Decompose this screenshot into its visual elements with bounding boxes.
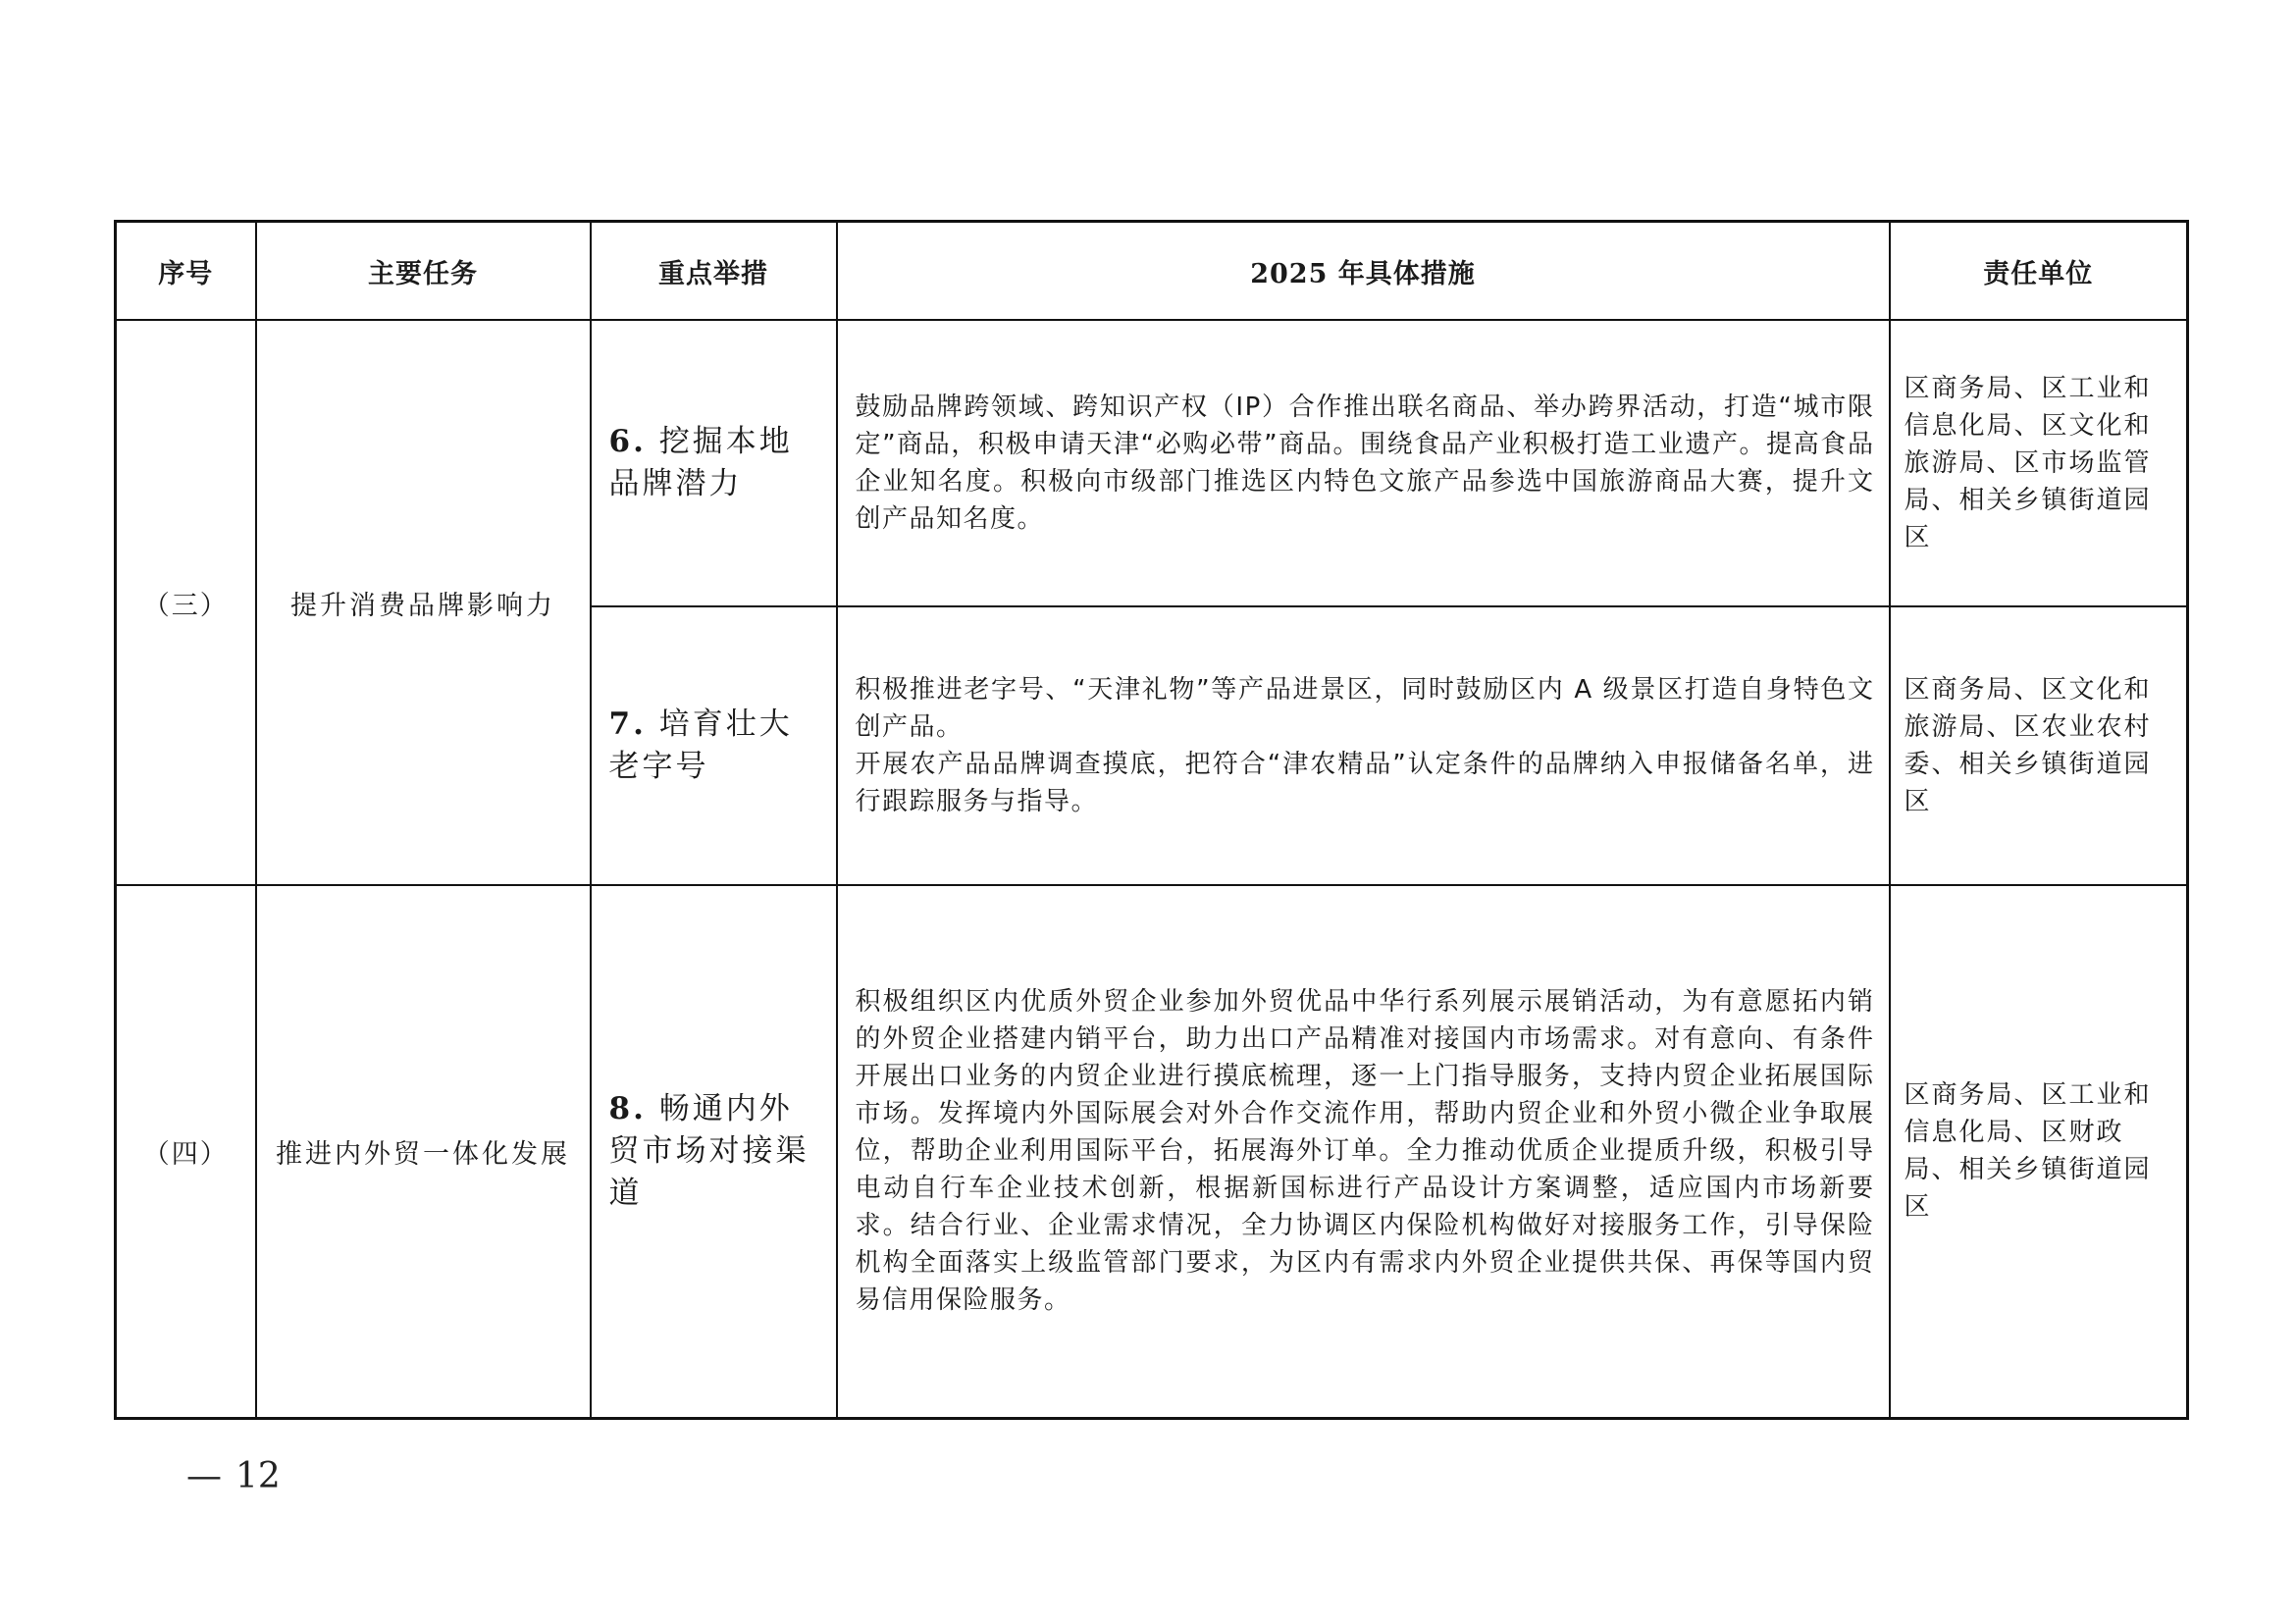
page-number-value: 12 [235,1456,281,1496]
page-number-dash: — [186,1456,222,1496]
measure-text: 挖掘本地品牌潜力 [608,424,793,501]
responsible-unit-cell: 区商务局、区文化和旅游局、区农业农村委、相关乡镇街道园区 [1890,606,2188,885]
detail-cell [837,606,1890,885]
main-task-cell: 提升消费品牌影响力 [256,320,591,885]
header-task: 主要任务 [256,222,591,321]
measure-text: 培育壮大老字号 [608,707,793,784]
group-number-cell: （三） [116,320,256,885]
header-measure: 重点举措 [591,222,837,321]
detail-cell [837,320,1890,606]
detail-paragraph: 鼓励品牌跨领域、跨知识产权（IP）合作推出联名商品、举办跨界活动，打造“城市限定”商品，积极申请天津“必购必带”商品。围绕食品产业积极打造工业遗产。提高食品企业知名度。积极向市级部门推选区内特色文旅产品参选中国旅游商品大赛，提升文创产品知名度。 [855,393,1875,534]
measure-number: 6. [608,424,647,459]
task-table [114,220,2189,1420]
table-row [116,885,2188,1418]
measure-number: 8. [608,1090,647,1126]
main-task-cell: 推进内外贸一体化发展 [256,885,591,1418]
detail-paragraph: 积极组织区内优质外贸企业参加外贸优品中华行系列展示展销活动，为有意愿拓内销的外贸企业搭建内销平台，助力出口产品精准对接国内市场需求。对有意向、有条件开展出口业务的内贸企业进行摸底梳理，逐一上门指导服务，支持内贸企业拓展国际市场。发挥境内外国际展会对外合作交流作用，帮助内贸企业和外贸小微企业争取展位，帮助企业利用国际平台，拓展海外订单。全力推动优质企业提质升级，积极引导电动自行车企业技术创新，根据新国标进行产品设计方案调整，适应国内市场新要求。结合行业、企业需求情况，全力协调区内保险机构做好对接服务工作，引导保险机构全面落实上级监管部门要求，为区内有需求内外贸企业提供共保、再保等国内贸易信用保险服务。 [855,987,1875,1316]
table-header [116,222,2188,321]
header-row [116,222,2188,321]
header-no: 序号 [116,222,256,321]
group-number-cell: （四） [116,885,256,1418]
header-detail: 2025 年具体措施 [837,222,1890,321]
responsible-unit-cell: 区商务局、区工业和信息化局、区财政局、相关乡镇街道园区 [1890,885,2188,1418]
key-measure-cell [591,885,837,1418]
detail-cell [837,885,1890,1418]
key-measure-cell [591,606,837,885]
page-number [186,1456,281,1496]
detail-paragraph: 积极推进老字号、“天津礼物”等产品进景区，同时鼓励区内 A 级景区打造自身特色文创产品。 [855,675,1875,742]
table-body [116,320,2188,1418]
measure-number: 7. [608,707,647,742]
measure-text: 畅通内外贸市场对接渠道 [608,1090,809,1211]
table-row [116,320,2188,606]
header-unit: 责任单位 [1890,222,2188,321]
key-measure-cell [591,320,837,606]
responsible-unit-cell: 区商务局、区工业和信息化局、区文化和旅游局、区市场监管局、相关乡镇街道园区 [1890,320,2188,606]
detail-paragraph: 开展农产品品牌调查摸底，把符合“津农精品”认定条件的品牌纳入申报储备名单，进行跟踪服务与指导。 [855,750,1875,816]
